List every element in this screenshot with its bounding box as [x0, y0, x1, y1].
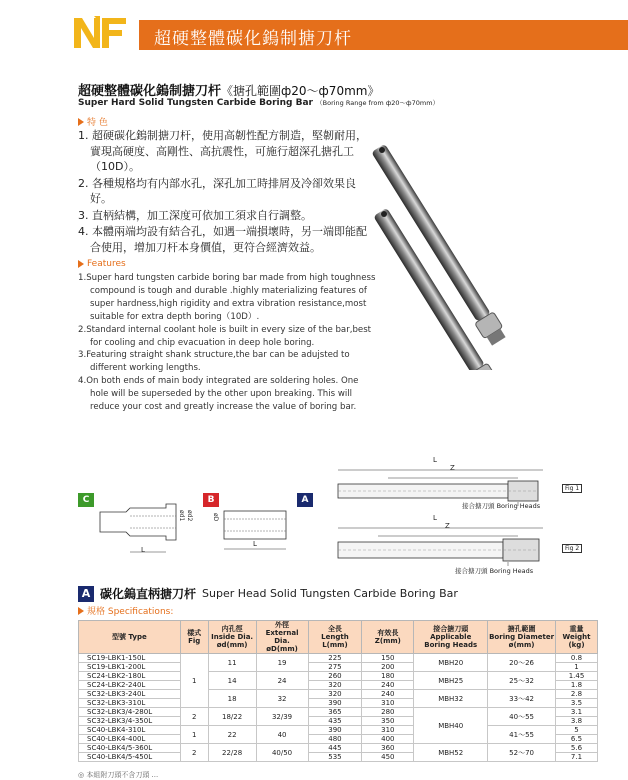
cell-weight: 1.8: [556, 681, 598, 690]
section-a-badge: A: [78, 586, 94, 602]
triangle-bullet-icon: [78, 260, 84, 268]
product-title-en: [78, 98, 439, 108]
drawing-fig1-fig2: [318, 462, 588, 582]
cell-weight: 7.1: [556, 753, 598, 762]
table-row: [79, 672, 598, 681]
title-en-text: Super Hard Solid Tungsten Carbide Boring Bar: [78, 98, 313, 108]
cell-model: SC32-LBK3/4-280L: [79, 708, 181, 717]
feature-cn-item: 2. 各種規格均有内部水孔，深孔加工時排屑及冷卻效果良好。: [78, 176, 356, 205]
fig1-z-label: Z: [450, 464, 455, 472]
cell-length: 480: [308, 735, 362, 744]
cell-length: 445: [308, 744, 362, 753]
drawing-b-d: øD: [212, 513, 219, 522]
features-cn-list: [78, 128, 368, 256]
cell-weight: 6.5: [556, 735, 598, 744]
spec-table: [78, 620, 598, 762]
table-row: [79, 708, 598, 717]
cell-model: SC19-LBK1-150L: [79, 654, 181, 663]
th-bore: 搪孔範圍 Boring Diameter ø(mm): [488, 621, 556, 654]
cell-fig: 2: [180, 744, 208, 762]
cell-weight: 5: [556, 726, 598, 735]
feature-en-item: 2.Standard internal coolant hole is built in every size of the bar,best for cooling and chip evacuation in deep hole boring.: [78, 324, 372, 348]
cell-weight: 3.8: [556, 717, 598, 726]
section-a-title-cn: 碳化鎢直柄搪刀杆: [100, 587, 197, 601]
title-en-range: （Boring Range from ф20～ф70mm）: [316, 99, 440, 107]
cell-bore: 41～55: [488, 726, 556, 744]
cell-external: 40/50: [256, 744, 308, 762]
cell-external: 32: [256, 690, 308, 708]
cell-bore: 33～42: [488, 690, 556, 708]
fig1-heads-label: 接合搪刀頭 Boring Heads: [462, 502, 541, 510]
cell-inside: 18/22: [208, 708, 256, 726]
table-row: [79, 690, 598, 699]
cell-length: 320: [308, 690, 362, 699]
cell-weight: 3.5: [556, 699, 598, 708]
drawing-b: [220, 505, 292, 557]
feature-cn-item: 4. 本體兩端均設有結合孔，如遇一端損壞時，另一端即能配合使用，增加刀杆本身價值，更符合經濟效益。: [78, 225, 367, 254]
feature-cn-item: 1. 超硬碳化鎢制搪刀杆，使用高韌性配方制造，堅韌耐用，實現高硬度、高剛性、高抗震性，可施行超深孔搪孔工（10D）。: [78, 129, 367, 173]
cell-weight: 5.6: [556, 744, 598, 753]
fig2-z-label: Z: [445, 522, 450, 530]
cell-length: 320: [308, 681, 362, 690]
boring-bar-photo: [366, 130, 606, 370]
drawing-b-l-label: L: [253, 540, 257, 548]
cell-z: 150: [362, 654, 414, 663]
drawing-c-d2: ød2: [186, 510, 193, 522]
table-header-row: [79, 621, 598, 654]
features-cn-heading: [78, 115, 108, 128]
banner-title: 超硬整體碳化鎢制搪刀杆: [154, 29, 352, 49]
cell-heads: MBH25: [414, 672, 488, 690]
cell-heads: MBH32: [414, 690, 488, 708]
cell-fig: 2: [180, 708, 208, 726]
cell-weight: 2.8: [556, 690, 598, 699]
cell-model: SC19-LBK1-200L: [79, 663, 181, 672]
cell-model: SC24-LBK2-240L: [79, 681, 181, 690]
cell-model: SC40-LBK4-310L: [79, 726, 181, 735]
cell-z: 450: [362, 753, 414, 762]
cell-z: 350: [362, 717, 414, 726]
features-en-heading: [78, 259, 126, 269]
cell-length: 390: [308, 726, 362, 735]
th-z: 有效長 Z(mm): [362, 621, 414, 654]
label-a: A: [297, 493, 313, 507]
features-en-label: Features: [87, 259, 126, 269]
th-fig: 樣式 Fig: [180, 621, 208, 654]
feature-en-item: 1.Super hard tungsten carbide boring bar made from high toughness compound is tough and durable .highly materializing features of super hardness,high rigidity and extra vibration resistance,most suitable for extra depth boring（10D）.: [78, 273, 376, 322]
cell-length: 390: [308, 699, 362, 708]
fig2-label: Fig 2: [562, 544, 582, 553]
cell-length: 225: [308, 654, 362, 663]
cell-z: 240: [362, 690, 414, 699]
th-external: 外徑 External Dia. øD(mm): [256, 621, 308, 654]
drawing-c-l-label: L: [141, 546, 145, 554]
cell-external: 24: [256, 672, 308, 690]
cell-z: 360: [362, 744, 414, 753]
cell-length: 535: [308, 753, 362, 762]
spec-heading: [78, 604, 173, 617]
features-en-list: [78, 272, 378, 414]
feature-cn-item: 3. 直柄結構，加工深度可依加工須求自行調整。: [78, 208, 312, 222]
section-a-title-en: Super Head Solid Tungsten Carbide Boring Bar: [202, 587, 458, 600]
cell-model: SC40-LBK4/5-360L: [79, 744, 181, 753]
cell-z: 400: [362, 735, 414, 744]
feature-en-item: 3.Featuring straight shank structure,the bar can be adujsted to different working lengths.: [78, 350, 350, 374]
cell-bore: 20～26: [488, 654, 556, 672]
cell-model: SC32-LBK3/4-350L: [79, 717, 181, 726]
fig2-l-label: L: [433, 514, 437, 522]
cell-bore: 52～70: [488, 744, 556, 762]
cell-inside: 14: [208, 672, 256, 690]
cell-fig: 1: [180, 654, 208, 708]
cell-weight: 3.1: [556, 708, 598, 717]
table-row: [79, 654, 598, 663]
footnote: ◎ 本組附刀頭不含刀頭 ...: [78, 771, 159, 779]
title-cn-text: 超硬整體碳化鎢制搪刀杆: [78, 84, 222, 99]
fig2-heads-label: 接合搪刀頭 Boring Heads: [455, 567, 534, 575]
fig1-l-label: L: [433, 456, 437, 464]
cell-weight: 1: [556, 663, 598, 672]
brand-logo: [72, 14, 128, 50]
th-heads: 接合搪刀頭 Applicable Boring Heads: [414, 621, 488, 654]
cell-heads: MBH40: [414, 708, 488, 744]
cell-length: 435: [308, 717, 362, 726]
cell-heads: MBH52: [414, 744, 488, 762]
cell-model: SC40-LBK4-400L: [79, 735, 181, 744]
feature-en-item: 4.On both ends of main body integrated are soldering holes. One hole will be superseded by the other upon breaking. This will reduce your cost and greatly increase the value of boring bar.: [78, 376, 359, 413]
label-c: C: [78, 493, 94, 507]
product-title-cn: [78, 80, 379, 99]
drawing-c-d1: ød1: [178, 510, 185, 522]
th-weight: 重量 Weight (kg): [556, 621, 598, 654]
triangle-bullet-icon: [78, 118, 84, 126]
label-b: B: [203, 493, 219, 507]
title-cn-range: 《搪孔範圍ф20～ф70mm》: [221, 84, 380, 98]
cell-inside: 11: [208, 654, 256, 672]
th-length: 全長 Length L(mm): [308, 621, 362, 654]
cell-fig: 1: [180, 726, 208, 744]
cell-model: SC32-LBK3-310L: [79, 699, 181, 708]
cell-z: 240: [362, 681, 414, 690]
fig1-label: Fig 1: [562, 484, 582, 493]
cell-external: 40: [256, 726, 308, 744]
cell-length: 260: [308, 672, 362, 681]
th-type: 型號 Type: [79, 621, 181, 654]
cell-z: 310: [362, 699, 414, 708]
cell-z: 280: [362, 708, 414, 717]
cell-z: 200: [362, 663, 414, 672]
section-a-heading: [78, 585, 458, 602]
cell-model: SC40-LBK4/5-450L: [79, 753, 181, 762]
cell-heads: MBH20: [414, 654, 488, 672]
th-inside: 内孔徑 Inside Dia. ød(mm): [208, 621, 256, 654]
page-banner: [0, 0, 628, 64]
cell-inside: 18: [208, 690, 256, 708]
triangle-bullet-icon: [78, 607, 84, 615]
cell-model: SC24-LBK2-180L: [79, 672, 181, 681]
cell-length: 365: [308, 708, 362, 717]
cell-z: 180: [362, 672, 414, 681]
cell-inside: 22: [208, 726, 256, 744]
table-row: [79, 744, 598, 753]
cell-external: 19: [256, 654, 308, 672]
cell-model: SC32-LBK3-240L: [79, 690, 181, 699]
cell-bore: 25～32: [488, 672, 556, 690]
table-row: [79, 726, 598, 735]
features-cn-label: 特 色: [87, 118, 108, 128]
spec-label: 規格 Specifications:: [87, 607, 174, 617]
cell-length: 275: [308, 663, 362, 672]
cell-external: 32/39: [256, 708, 308, 726]
cell-z: 310: [362, 726, 414, 735]
cell-bore: 40～55: [488, 708, 556, 726]
cell-inside: 22/28: [208, 744, 256, 762]
cell-weight: 1.45: [556, 672, 598, 681]
cell-weight: 0.8: [556, 654, 598, 663]
